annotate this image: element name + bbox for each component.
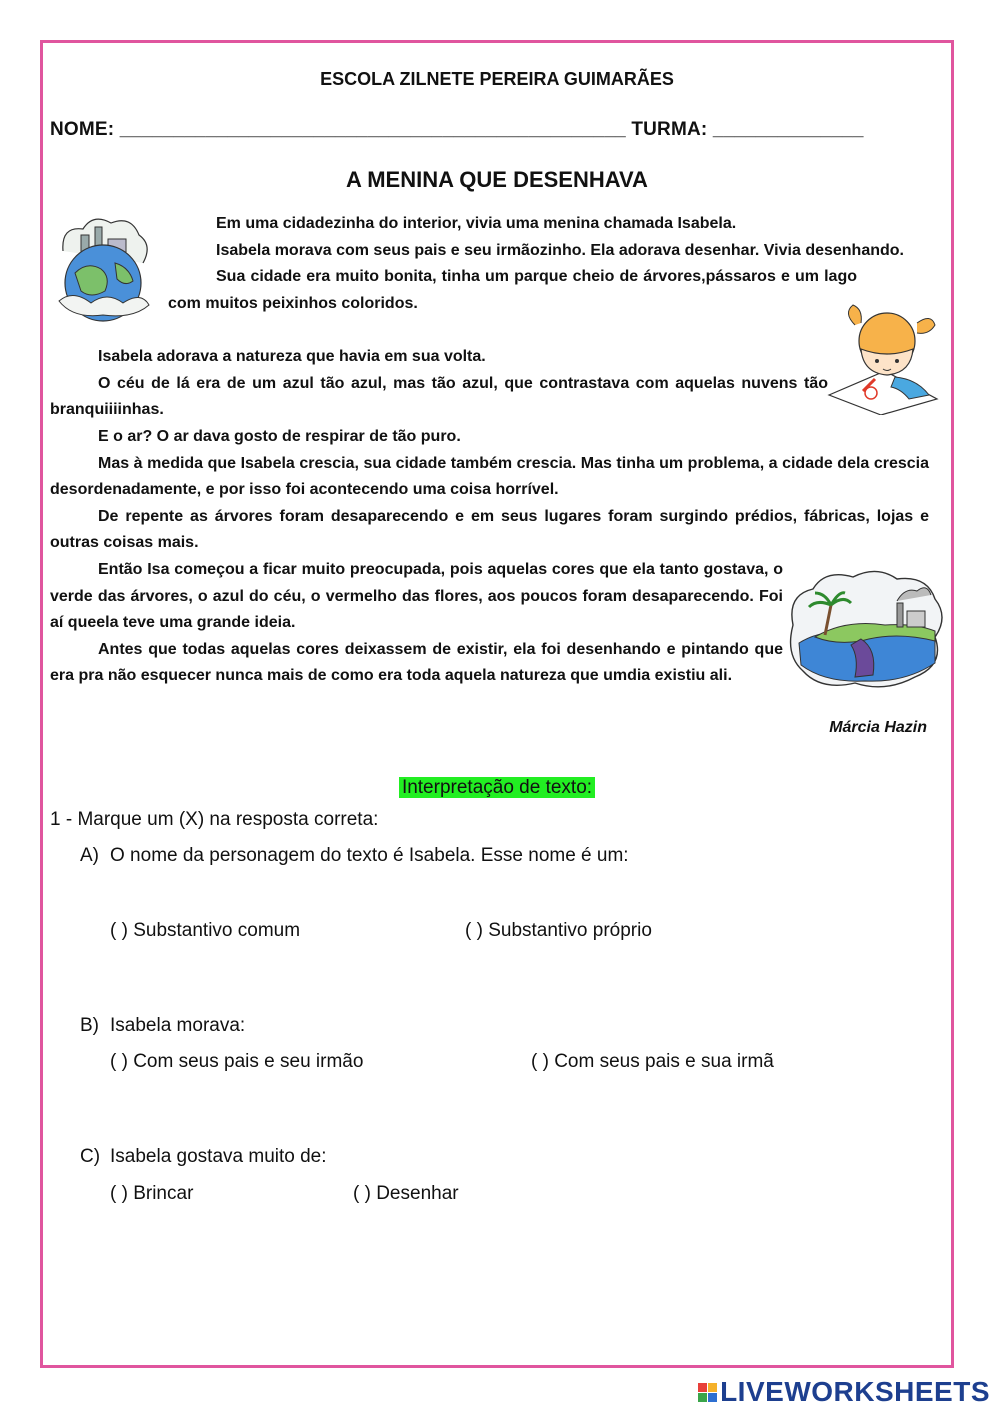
story-paragraph: Mas à medida que Isabela crescia, sua cidade também crescia. Mas tinha um problema, a cidade dela crescia desordenadamente, e por isso foi acontecendo uma coisa horrível.	[50, 454, 929, 499]
liveworksheets-logo[interactable]	[698, 1376, 990, 1408]
exercise-instruction: 1 - Marque um (X) na resposta correta:	[50, 809, 379, 830]
liveworksheets-logo-text: LIVEWORKSHEETS	[720, 1376, 990, 1407]
option-a2-substantivo-proprio[interactable]: ( ) Substantivo próprio	[465, 920, 652, 941]
worksheet-page	[40, 40, 954, 1368]
liveworksheets-logo-icon	[698, 1383, 717, 1402]
option-c1-brincar[interactable]: ( ) Brincar	[110, 1183, 194, 1204]
story-paragraph: E o ar? O ar dava gosto de respirar de tão puro.	[98, 428, 461, 445]
section-label	[43, 777, 951, 799]
polluted-earth-illustration	[53, 211, 153, 326]
school-name: ESCOLA ZILNETE PEREIRA GUIMARÃES	[320, 69, 674, 89]
story-paragraph: Em uma cidadezinha do interior, vivia uma menina chamada Isabela.	[216, 215, 737, 232]
story-paragraph: Isabela adorava a natureza que havia em sua volta.	[98, 348, 486, 365]
story-title: A MENINA QUE DESENHAVA	[346, 167, 648, 192]
story-paragraph: Isabela morava com seus pais e seu irmãozinho. Ela adorava desenhar. Vivia desenhando.	[216, 241, 904, 259]
question-a-label: A)	[80, 845, 99, 866]
story-paragraph: Sua cidade era muito bonita, tinha um parque cheio de árvores,pássaros e um lago com muitos peixinhos coloridos.	[168, 268, 857, 312]
story-paragraph: De repente as árvores foram desaparecendo e em seus lugares foram surgindo prédios, fábricas, lojas e outras coisas mais.	[50, 507, 929, 552]
section-label-text: Interpretação de texto:	[399, 777, 595, 798]
polluted-island-illustration	[785, 565, 947, 693]
story-paragraph: Antes que todas aquelas cores deixassem de existir, ela foi desenhando e pintando que era pra não esquecer nunca mais de como era toda aquela natureza que umdia existiu ali.	[50, 640, 783, 685]
question-b-text: Isabela morava:	[110, 1015, 246, 1036]
story-paragraphs-middle	[50, 344, 828, 424]
story-paragraph: Então Isa começou a ficar muito preocupada, pois aquelas cores que ela tanto gostava, o verde das árvores, o azul do céu, o vermelho das flores, aos poucos foram desaparecendo. Foi aí queela teve uma grande ideia.	[50, 561, 783, 632]
story-paragraphs-lower	[50, 424, 929, 557]
question-a-text: O nome da personagem do texto é Isabela. Esse nome é um:	[110, 845, 629, 866]
option-c2-desenhar[interactable]: ( ) Desenhar	[353, 1183, 459, 1204]
question-b-label: B)	[80, 1015, 99, 1036]
question-c-label: C)	[80, 1146, 101, 1167]
question-c-text: Isabela gostava muito de:	[110, 1146, 327, 1167]
story-paragraph: O céu de lá era de um azul tão azul, mas tão azul, que contrastava com aquelas nuvens tão branquiiiinhas.	[50, 374, 828, 419]
story-paragraphs-bottom	[50, 557, 783, 690]
author-signature: Márcia Hazin	[829, 719, 927, 736]
name-class-line: NOME: _______________________________________________ TURMA: ______________	[50, 119, 864, 140]
option-b1-irmao[interactable]: ( ) Com seus pais e seu irmão	[110, 1051, 364, 1072]
option-b2-irma[interactable]: ( ) Com seus pais e sua irmã	[531, 1051, 774, 1072]
option-a1-substantivo-comum[interactable]: ( ) Substantivo comum	[110, 920, 301, 941]
story-paragraphs-top	[168, 211, 929, 317]
